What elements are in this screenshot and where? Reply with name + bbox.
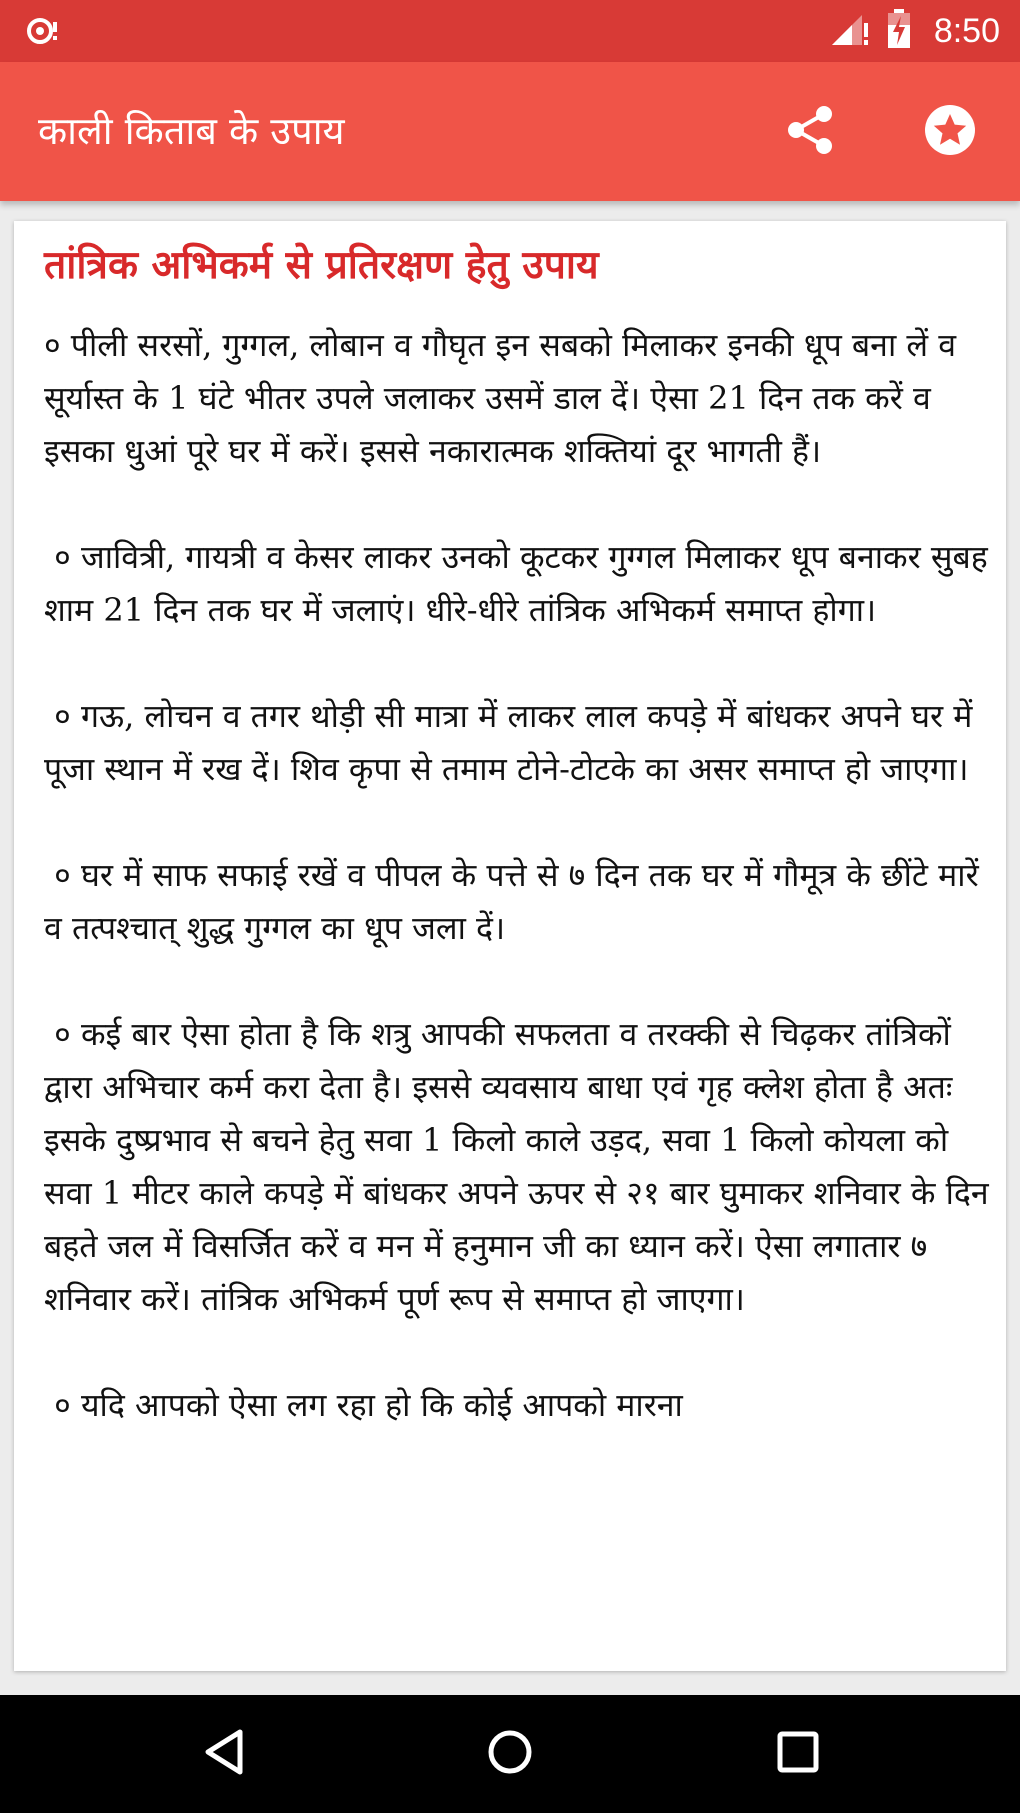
article-card xyxy=(14,221,1006,1671)
battery-charging-icon xyxy=(886,9,912,53)
article-paragraph: ० जावित्री, गायत्री व केसर लाकर उनको कूटकर गुग्गल मिलाकर धूप बनाकर सुबह शाम 21 दिन तक घर में जलाएं। धीरे-धीरे तांत्रिक अभिकर्म समाप्त होगा। xyxy=(44,538,998,629)
article-paragraph: ० कई बार ऐसा होता है कि शत्रु आपकी सफलता व तरक्की से चिढ़कर तांत्रिकों द्वारा अभिचार कर्म करा देता है। इससे व्यवसाय बाधा एवं गृह क्लेश होता है अतः इसके दुष्प्रभाव से बचने हेतु सवा 1 किलो काले उड़द, सवा 1 किलो कोयला को सवा 1 मीटर काले कपड़े में बांधकर अपने ऊपर से २१ बार घुमाकर शनिवार के दिन बहते जल में विसर्जित करें व मन में हनुमान जी का ध्यान करें। ऐसा लगातार ७ शनिवार करें। तांत्रिक अभिकर्म पूर्ण रूप से समाप्त हो जाएगा। xyxy=(44,1015,999,1318)
article-paragraph: ० यदि आपको ऐसा लग रहा हो कि कोई आपको मारना xyxy=(44,1386,683,1424)
app-bar xyxy=(0,62,1020,201)
recents-icon xyxy=(770,1724,826,1784)
status-time: 8:50 xyxy=(933,12,1000,50)
navigation-bar xyxy=(0,1695,1020,1813)
notification-icon xyxy=(26,16,62,46)
article-paragraph: ० घर में साफ सफाई रखें व पीपल के पत्ते से ७ दिन तक घर में गौमूत्र के छींटे मारें व तत्पश्चात् शुद्ध गुग्गल का धूप जला दें। xyxy=(44,856,989,947)
article-title: तांत्रिक अभिकर्म से प्रतिरक्षण हेतु उपाय xyxy=(44,242,599,288)
content-area[interactable] xyxy=(0,201,1020,1695)
article-body xyxy=(44,319,999,1485)
app-title: काली किताब के उपाय xyxy=(38,109,345,153)
star-icon xyxy=(924,104,976,160)
article-paragraph: ० गऊ, लोचन व तगर थोड़ी सी मात्रा में लाकर लाल कपड़े में बांधकर अपने घर में पूजा स्थान में रख दें। शिव कृपा से तमाम टोने-टोटके का असर समाप्त हो जाएगा। xyxy=(44,697,983,788)
home-icon xyxy=(482,1724,538,1784)
signal-icon xyxy=(830,11,870,51)
recents-button[interactable] xyxy=(768,1724,828,1784)
share-button[interactable] xyxy=(778,100,842,164)
status-icons xyxy=(830,0,1000,62)
favorite-button[interactable] xyxy=(918,100,982,164)
back-button[interactable] xyxy=(194,1724,254,1784)
status-bar xyxy=(0,0,1020,62)
back-icon xyxy=(196,1724,252,1784)
home-button[interactable] xyxy=(480,1724,540,1784)
article-paragraph: ० पीली सरसों, गुग्गल, लोबान व गौघृत इन सबको मिलाकर इनकी धूप बना लें व सूर्यास्त के 1 घंटे भीतर उपले जलाकर उसमें डाल दें। ऐसा 21 दिन तक करें व इसका धुआं पूरे घर में करें। इससे नकारात्मक शक्तियां दूर भागती हैं। xyxy=(44,326,967,470)
share-icon xyxy=(784,104,836,160)
